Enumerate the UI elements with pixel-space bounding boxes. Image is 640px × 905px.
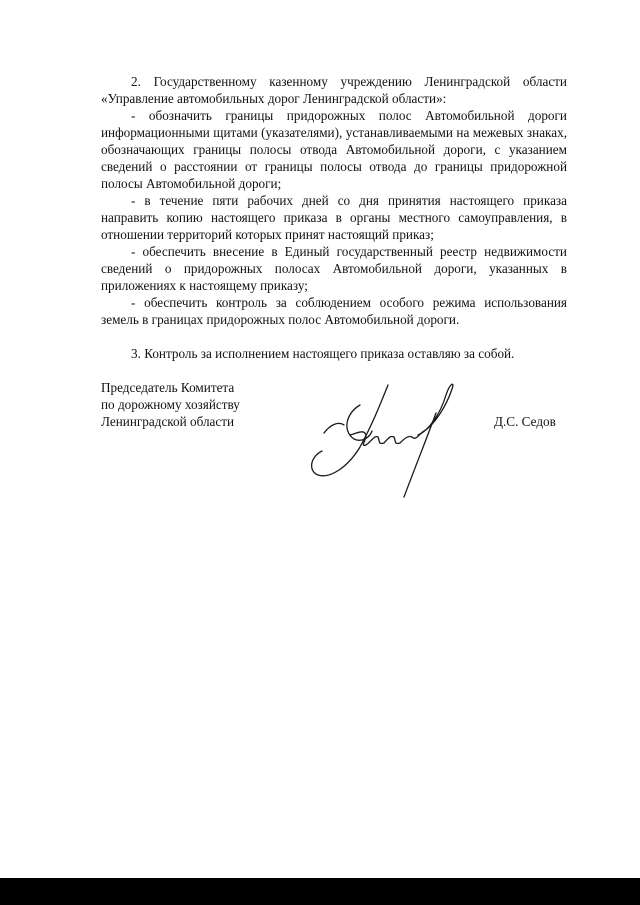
clause-3: 3. Контроль за исполнением настоящего приказа оставляю за собой. [131, 346, 515, 361]
signer-position [101, 379, 301, 430]
signer-name: Д.С. Седов [494, 414, 556, 429]
handwritten-signature [300, 375, 475, 505]
clause-2-item-control: - обеспечить контроль за соблюдением особого режима использования земель в границах придорожных полос Автомобильной дороги. [101, 295, 567, 327]
clause-2-item-registry: - обеспечить внесение в Единый государственный реестр недвижимости сведений о придорожных полосах Автомобильной дороги, указанных в приложениях к настоящему приказу; [101, 244, 567, 293]
signer-position-line: Председатель Комитета [101, 380, 235, 395]
signer-position-line: Ленинградской области [101, 414, 235, 429]
clause-2-item-copy: - в течение пяти рабочих дней со дня принятия настоящего приказа направить копию настоящего приказа в органы местного самоуправления, в отношении территорий которых принят настоящий приказ; [101, 193, 567, 242]
clause-2-item-signs: - обозначить границы придорожных полос Автомобильной дороги информационными щитами (указателями), устанавливаемыми на межевых знаках, обозначающих границы полосы отвода Автомобильной дороги, с указанием сведений о расстоянии от границы полосы отвода до границы придорожной полосы Автомобильной дороги; [101, 108, 567, 191]
order-body [101, 73, 567, 362]
scan-bottom-edge [0, 878, 640, 905]
signer-position-line: по дорожному хозяйству [101, 397, 240, 412]
clause-2-heading: 2. Государственному казенному учреждению Ленинградской области «Управление автомобильных дорог Ленинградской области»: [101, 74, 567, 106]
